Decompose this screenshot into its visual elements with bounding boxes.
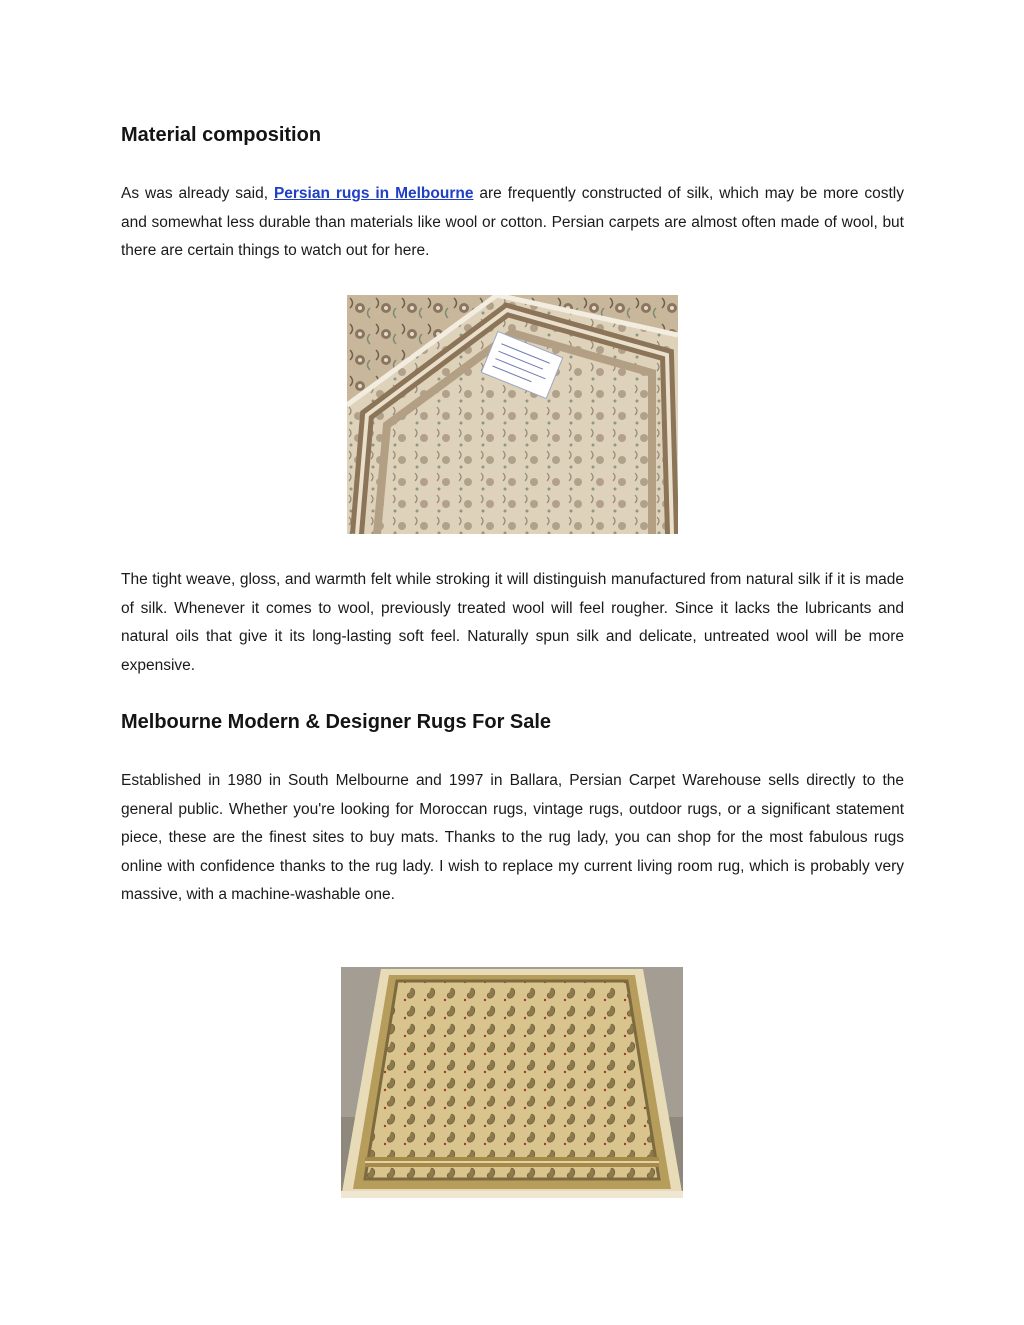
paragraph-warehouse-container — [121, 767, 904, 910]
heading-material-composition: Material composition — [121, 124, 322, 146]
paragraph-intro-after: are frequently constructed of silk, which may be more costly and somewhat less durable than materials like wool or cotton. Persian carpets are almost often made of wool, but there are certain things to watch out for here. — [121, 185, 904, 259]
paragraph-intro — [121, 180, 904, 266]
folded-persian-rug-image — [347, 295, 678, 534]
section-material-composition — [121, 122, 904, 148]
paragraph-intro-container — [121, 180, 904, 266]
persian-rugs-link[interactable]: Persian rugs in Melbourne — [273, 185, 474, 202]
paragraph-silk-wool: The tight weave, gloss, and warmth felt while stroking it will distinguish manufactured from natural silk if it is made of silk. Whenever it comes to wool, previously treated wool will feel rougher. Since it lacks the lubricants and natural oils that give it its long-lasting soft feel. Naturally spun silk and delicate, untreated wool will be more expensive. — [121, 571, 904, 674]
heading-modern-designer-rugs: Melbourne Modern & Designer Rugs For Sale — [121, 711, 552, 733]
paragraph-silk-container — [121, 566, 904, 680]
paisley-rug-image — [341, 967, 683, 1198]
section-modern-designer-rugs — [121, 709, 904, 735]
paragraph-warehouse: Established in 1980 in South Melbourne and 1997 in Ballara, Persian Carpet Warehouse sells directly to the general public. Whether you're looking for Moroccan rugs, vintage rugs, outdoor rugs, or a significant statement piece, these are the finest sites to buy mats. Thanks to the rug lady, you can shop for the most fabulous rugs online with confidence thanks to the rug lady. I wish to replace my current living room rug, which is probably very massive, with a machine-washable one. — [121, 772, 904, 903]
paragraph-intro-before: As was already said, — [121, 185, 274, 202]
